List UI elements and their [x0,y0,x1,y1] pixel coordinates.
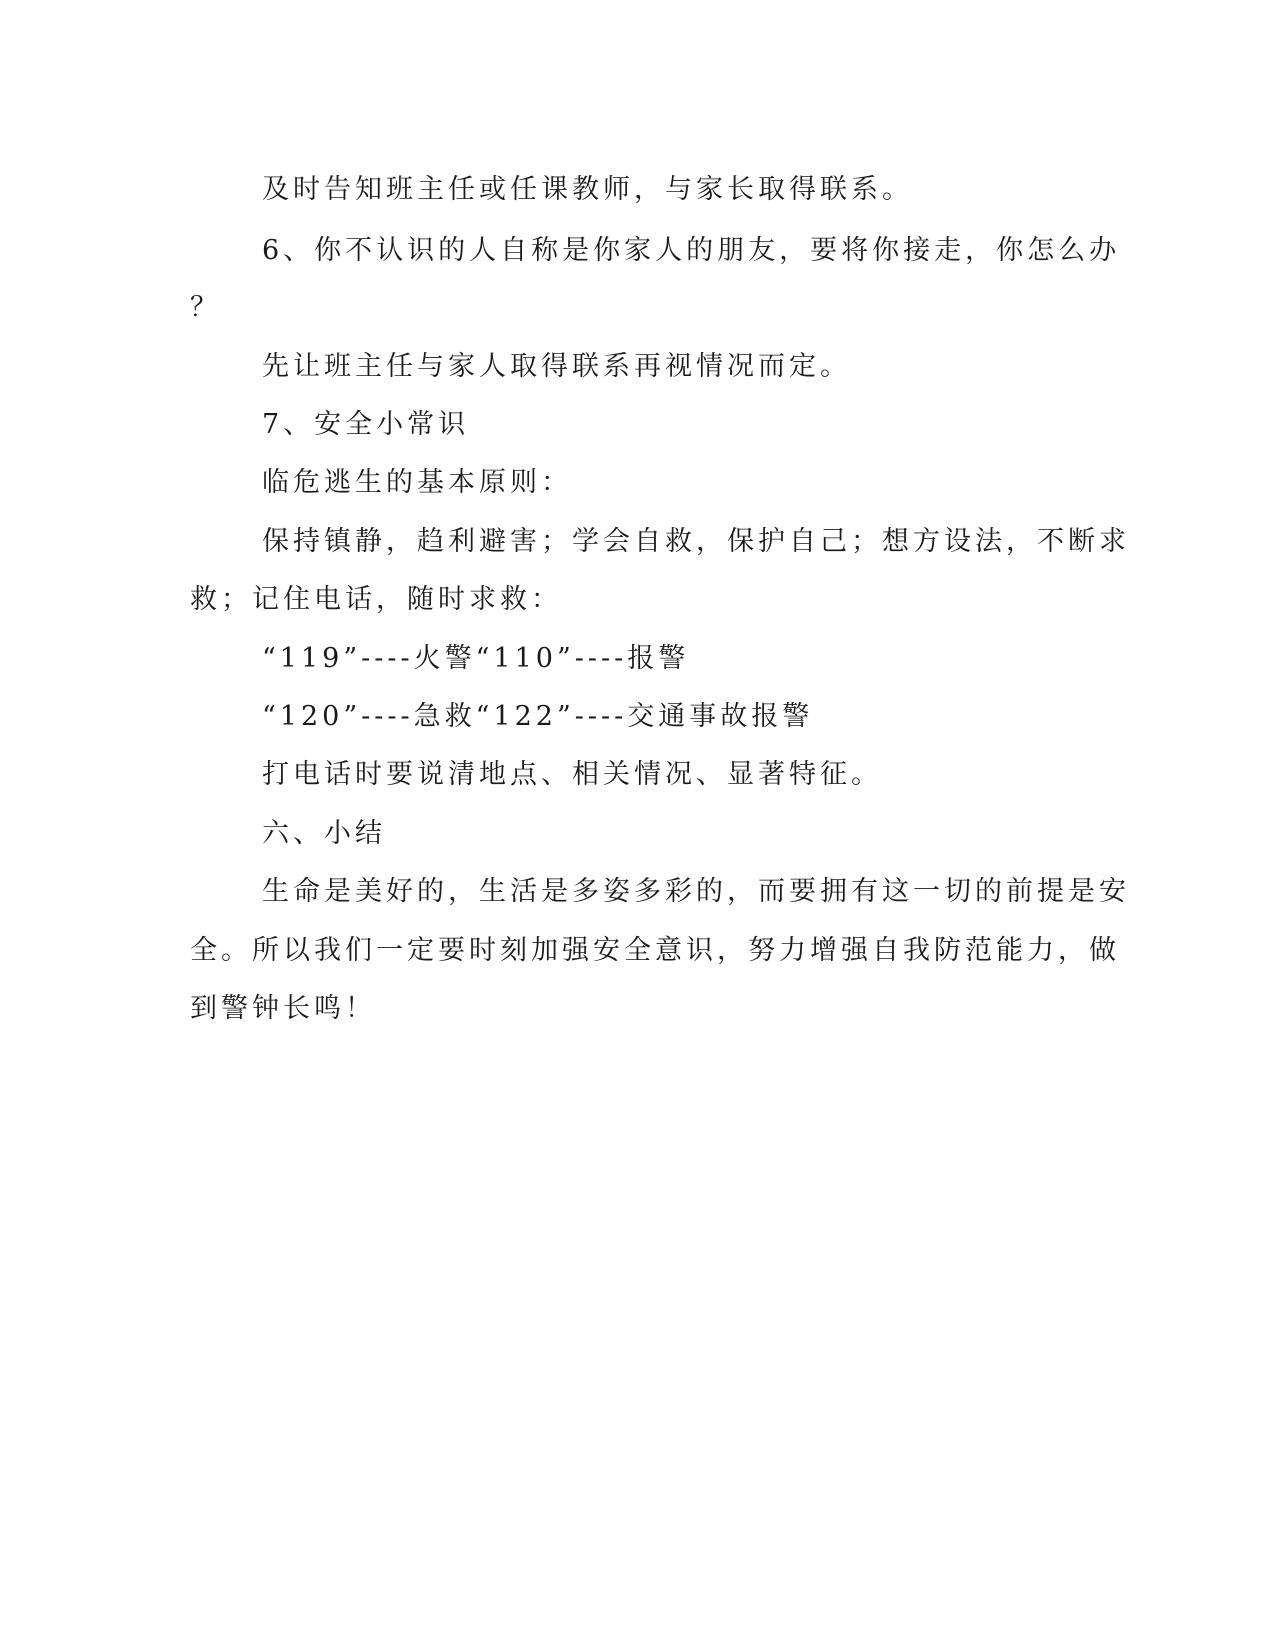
phone-numbers-line: “120”----急救“122”----交通事故报警 [262,701,814,732]
section-heading-summary: 六、小结 [262,818,386,849]
section-heading-7: 7、安全小常识 [262,409,470,440]
text-line: 保持镇静，趋利避害；学会自救，保护自己；想方设法，不断求 [262,526,1130,557]
question-6: 6、你不认识的人自称是你家人的朋友，要将你接走，你怎么办 [262,235,1121,266]
text-line: ？ [190,292,221,323]
text-line: 到警钟长鸣！ [190,993,376,1024]
phone-numbers-line: “119”----火警“110”----报警 [262,643,690,674]
text-line: 临危逃生的基本原则： [262,467,572,498]
text-line: 全。所以我们一定要时刻加强安全意识，努力增强自我防范能力，做 [190,935,1120,966]
text-line: 生命是美好的，生活是多姿多彩的，而要拥有这一切的前提是安 [262,876,1130,907]
answer-6: 先让班主任与家人取得联系再视情况而定。 [262,351,851,382]
text-line: 及时告知班主任或任课教师，与家长取得联系。 [262,174,913,205]
text-line: 救；记住电话，随时求救： [190,584,562,615]
text-line: 打电话时要说清地点、相关情况、显著特征。 [262,759,882,790]
